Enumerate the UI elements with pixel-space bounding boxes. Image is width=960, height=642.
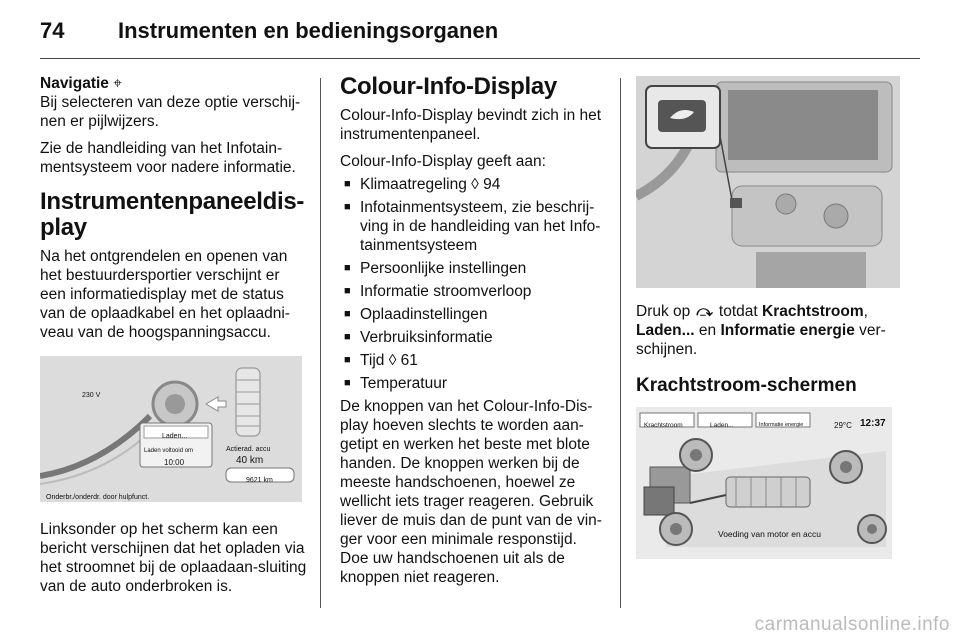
column-divider-2: [620, 78, 621, 608]
column-1: [40, 74, 308, 604]
voltage-label: 230 V: [82, 392, 101, 399]
nav-label: Navigatie: [40, 75, 109, 92]
list-item: ■ Tijd ◊ 61: [340, 351, 608, 370]
charge-box-time: 10:00: [164, 458, 185, 467]
tab-laden: Laden...: [710, 422, 734, 429]
list-item: ■ Informatie stroomverloop: [340, 282, 608, 301]
list-item: ■ Oplaadinstellingen: [340, 305, 608, 324]
paragraph: Linksonder op het scherm kan een bericht verschijnen dat het opladen via het stroomnet bij de oplaadaan-sluiting van de auto onderbroken is.: [40, 521, 307, 595]
range-value: 40 km: [236, 455, 264, 466]
page-number: 74: [40, 18, 65, 43]
navigation-icon: ⌖: [113, 75, 122, 92]
page-title: Instrumenten en bedieningsorganen: [118, 18, 499, 43]
temperature-readout: 29°C: [834, 421, 852, 430]
bottom-message: Onderbr./onderdr. door hulpfunct.: [46, 494, 150, 501]
list-item: ■ Verbruiksinformatie: [340, 328, 608, 347]
paragraph: Colour-Info-Display geeft aan:: [340, 153, 546, 170]
energy-button-icon: ⤼: [696, 303, 713, 320]
paragraph: Colour-Info-Display bevindt zich in het instrumentenpaneel.: [340, 107, 602, 143]
paragraph: De knoppen van het Colour-Info-Dis-play hoeven slechts te worden aan-getipt en werken het beste met blote handen. De knoppen werken bij de meeste handschoenen, hoewel ze wellicht iets trager reageren. Gebruik liever de muis dan de punt van de vin-ger voor een minimale responstijd. Doe uw handschoenen uit als de knoppen niet reageren.: [340, 398, 602, 586]
charge-box-label: Laden...: [162, 433, 188, 440]
section-heading: Colour-Info-Display: [340, 73, 557, 100]
feature-list: [340, 175, 608, 393]
list-item: ■ Persoonlijke instellingen: [340, 259, 608, 278]
section-heading: Krachtstroom-schermen: [636, 375, 857, 396]
paragraph: Zie de handleiding van het Infotain-mentsysteem voor nadere informatie.: [40, 140, 296, 176]
section-heading: Instrumentenpaneeldis-play: [40, 188, 305, 241]
tab-informatie-energie: Informatie energie: [759, 422, 804, 428]
column-3: [636, 74, 904, 559]
charge-box-sub: Laden voltooid om: [144, 448, 194, 454]
list-item: ■ Infotainmentsysteem, zie beschrij-ving in de handleiding van het Info-tainmentsysteem: [340, 198, 608, 255]
column-2: [340, 74, 608, 595]
paragraph: Bij selecteren van deze optie verschij-nen er pijlwijzers.: [40, 94, 301, 130]
page-header: [40, 18, 498, 44]
power-flow-screen: [636, 407, 892, 559]
odometer-value: 9621 km: [246, 477, 273, 484]
power-flow-caption: Voeding van motor en accu: [718, 529, 822, 539]
paragraph: Na het ontgrendelen en openen van het bestuurdersportier verschijnt er een informatiedisplay met de status van de oplaadkabel en het oplaadni-veau van de hoogspanningsaccu.: [40, 248, 290, 341]
list-item: ■ Temperatuur: [340, 374, 608, 393]
paragraph: Druk op ⤼ totdat Krachtstroom, Laden... en Informatie energie ver-schijnen.: [636, 303, 886, 358]
dashboard-photo: [636, 76, 900, 288]
time-readout: 12:37: [860, 418, 886, 429]
instrument-display-figure: [40, 356, 302, 502]
header-rule: [40, 58, 920, 59]
tab-krachtstroom: Krachtstroom: [644, 422, 683, 429]
range-label: Actierad. accu: [226, 446, 271, 453]
dashboard-illustration: [636, 76, 900, 288]
watermark: carmanualsonline.info: [754, 614, 950, 635]
column-divider-1: [320, 78, 321, 608]
list-item: ■ Klimaatregeling ◊ 94: [340, 175, 608, 194]
